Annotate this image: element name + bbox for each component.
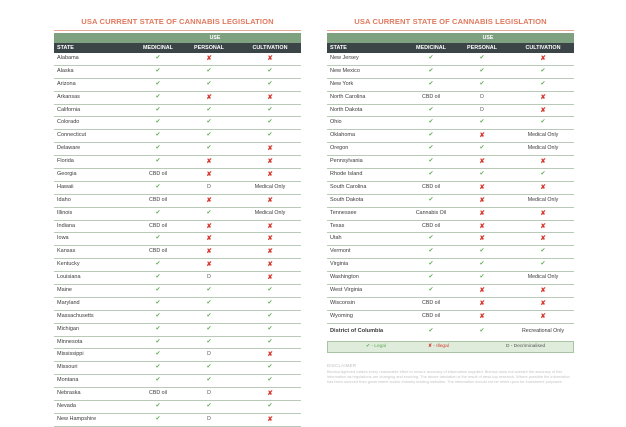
cell-personal: ✘ [479,132,485,140]
table-row [327,311,574,324]
cell-cultivation: ✘ [267,274,273,282]
cell-cultivation: ✔ [267,312,273,319]
table-row [54,337,301,350]
header-state: STATE [330,45,347,51]
cell-cultivation: ✘ [267,248,273,256]
table-row [327,182,574,195]
cell-cultivation: ✔ [267,119,273,126]
cell-personal: ✘ [206,171,212,179]
use-bar [54,33,301,43]
cell-cultivation: ✘ [540,312,546,320]
header-cultivation: CULTIVATION [252,45,288,51]
cell-personal: D [207,183,211,190]
cell-medicinal: ✔ [428,55,434,61]
cell-state: South Carolina [330,183,367,190]
cell-personal: ✔ [479,171,485,178]
cell-state: Arizona [57,80,76,87]
cell-state: Wyoming [330,312,353,319]
cell-personal: ✔ [206,80,212,87]
cell-state: Nevada [57,403,76,410]
use-label: USE [482,35,494,41]
cell-state: Kentucky [57,261,80,268]
table-row [54,401,301,414]
cell-cultivation: ✔ [267,80,273,87]
cell-medicinal: ✔ [155,415,161,422]
cell-state: Tennessee [330,209,357,216]
table-row [327,169,574,182]
cell-personal: D [480,106,484,113]
cell-state: North Dakota [330,106,363,113]
legend-legal: ✔ - Legal [366,343,387,349]
cell-medicinal: ✔ [155,93,161,100]
table-row [54,259,301,272]
cell-personal: ✘ [479,183,485,191]
table-row [327,208,574,221]
cell-personal: ✔ [479,248,485,255]
cell-cultivation: ✘ [267,222,273,230]
table-row [54,298,301,311]
cell-cultivation: Medical Only [254,209,286,216]
cell-cultivation: ✘ [267,390,273,398]
cell-personal: ✘ [479,312,485,320]
cell-medicinal: ✔ [428,248,434,255]
table-row [54,388,301,401]
table-row [54,272,301,285]
cell-state: New Hampshire [57,415,97,422]
cell-state: Virginia [330,261,349,268]
disclaimer-title: DISCLAIMER [327,362,357,368]
table-row [327,53,574,66]
cell-cultivation: ✘ [267,261,273,269]
table-row [327,221,574,234]
table-header [327,43,574,53]
cell-medicinal: ✔ [155,209,161,216]
cell-state: Colorado [57,119,80,126]
cell-personal: ✔ [479,261,485,268]
table-row [327,130,574,143]
cell-cultivation: ✔ [267,338,273,345]
cell-cultivation: ✔ [267,106,273,113]
cell-personal: ✘ [206,261,212,269]
table-row [54,195,301,208]
table-row [54,169,301,182]
cell-state: Louisiana [57,274,81,281]
table-row [327,143,574,156]
table-row [327,66,574,79]
cell-medicinal: CBD oil [149,248,167,255]
table-row [54,130,301,143]
cell-medicinal: ✔ [428,145,434,152]
cell-medicinal: ✔ [155,403,161,410]
cell-medicinal: ✔ [155,119,161,126]
cell-medicinal: ✔ [155,55,161,61]
cell-cultivation: ✘ [267,171,273,179]
cell-medicinal: ✔ [155,377,161,384]
cell-medicinal: ✔ [428,80,434,87]
cell-state: Rhode Island [330,171,363,178]
cell-cultivation: ✘ [267,415,273,423]
table-row [54,362,301,375]
cell-medicinal: ✔ [155,145,161,152]
cell-state: South Dakota [330,196,364,203]
cell-medicinal: ✔ [155,351,161,358]
table-row [54,92,301,105]
cell-state: Alabama [57,55,79,61]
table-row [54,66,301,79]
cell-personal: ✔ [206,377,212,384]
cell-cultivation: ✔ [540,80,546,87]
table-row [54,324,301,337]
cell-personal: ✔ [479,67,485,74]
cell-personal: ✔ [206,67,212,74]
table-row [327,285,574,298]
cell-personal: ✘ [206,93,212,101]
cell-state: Iowa [57,235,69,242]
cell-cultivation: ✔ [267,132,273,139]
cell-personal: ✘ [479,209,485,217]
cell-state: Pennsylvania [330,158,363,165]
cell-cultivation: ✔ [540,67,546,74]
header-personal: PERSONAL [467,45,497,51]
table-row [327,272,574,285]
header-state: STATE [57,45,74,51]
cell-personal: ✔ [206,287,212,294]
cell-cultivation: ✔ [540,119,546,126]
cell-personal: ✘ [206,235,212,243]
cell-personal: ✔ [206,325,212,332]
cell-cultivation: ✘ [540,93,546,101]
cell-state: Ohio [330,119,342,126]
cell-medicinal: CBD oil [422,93,440,100]
cell-personal: ✔ [206,312,212,319]
cell-personal: ✔ [479,274,485,281]
cell-cultivation: ✘ [267,55,273,62]
cell-cultivation: ✘ [267,158,273,166]
table-header [54,43,301,53]
cell-cultivation: ✔ [540,171,546,178]
cell-personal: ✔ [206,145,212,152]
cell-personal: ✘ [479,222,485,230]
cell-state: Maine [57,287,72,294]
table-row [327,233,574,246]
cell-state: Georgia [57,171,77,178]
table-row [54,143,301,156]
cell-personal: ✔ [479,80,485,87]
cell-medicinal: ✔ [155,235,161,242]
table-row [327,195,574,208]
cell-medicinal: CBD oil [422,183,440,190]
cell-cultivation: ✘ [540,55,546,62]
table-row [54,414,301,427]
cell-state: Vermont [330,248,351,255]
cell-cultivation: ✔ [267,403,273,410]
cell-medicinal: ✔ [155,364,161,371]
cell-medicinal: ✔ [155,183,161,190]
use-label: USE [209,35,221,41]
cell-personal: ✔ [479,145,485,152]
cell-personal: D [480,93,484,100]
cell-personal: ✘ [206,158,212,166]
cell-cultivation: ✔ [267,377,273,384]
table-row [54,156,301,169]
table-row [54,117,301,130]
cell-state: Utah [330,235,342,242]
cell-medicinal: ✔ [155,261,161,268]
cell-state: Nebraska [57,390,81,397]
table-row [54,208,301,221]
cell-state: New Mexico [330,67,360,74]
header-medicinal: MEDICINAL [416,45,446,51]
cell-cultivation: ✘ [540,299,546,307]
cell-state: Michigan [57,325,80,332]
cell-cultivation: ✔ [267,287,273,294]
table-row [54,221,301,234]
cell-state: Connecticut [57,132,87,139]
cell-cultivation: ✘ [267,351,273,359]
cell-personal: ✔ [206,338,212,345]
cell-cultivation: Medical Only [527,132,559,139]
cell-medicinal: ✔ [155,158,161,165]
table-row [327,298,574,311]
cell-state: Idaho [57,196,71,203]
cell-cultivation: ✘ [267,235,273,243]
header-medicinal: MEDICINAL [143,45,173,51]
cell-medicinal: ✔ [155,299,161,306]
header-personal: PERSONAL [194,45,224,51]
table-row [54,79,301,92]
cell-state: Washington [330,274,359,281]
cell-medicinal: CBD oil [422,222,440,229]
table-body [327,53,574,324]
cell-medicinal: Cannabis Oil [415,209,447,216]
cell-cultivation: ✔ [267,325,273,332]
cell-state: Mississippi [57,351,84,358]
cell-state: Illinois [57,209,73,216]
cell-cultivation: Medical Only [527,274,559,281]
cell-cultivation: Medical Only [527,196,559,203]
cell-medicinal: ✔ [155,338,161,345]
cell-state: Kansas [57,248,76,255]
table-row [327,246,574,259]
cell-state: Oregon [330,145,349,152]
cell-cultivation: ✘ [267,196,273,204]
table-row [54,285,301,298]
table-row [54,105,301,118]
cell-cultivation: ✘ [267,145,273,153]
table-title: USA CURRENT STATE OF CANNABIS LEGISLATION [327,14,574,31]
cell-cultivation: ✘ [540,235,546,243]
cell-cultivation: Medical Only [254,183,286,190]
table-row [327,92,574,105]
cell-personal: ✘ [479,235,485,243]
table-row [54,349,301,362]
cell-personal: ✔ [206,299,212,306]
cell-medicinal: ✔ [155,312,161,319]
cell-medicinal: ✔ [155,67,161,74]
cell-cultivation: Recreational Only [521,327,565,334]
use-bar [327,33,574,43]
cell-state: Oklahoma [330,132,356,139]
cell-medicinal: ✔ [155,287,161,294]
cell-personal: ✘ [206,222,212,230]
cell-personal: D [207,351,211,358]
cell-medicinal: ✔ [428,106,434,113]
cell-personal: ✘ [479,196,485,204]
cell-state: Florida [57,158,74,165]
cell-state: Alaska [57,67,74,74]
right-table-panel [327,14,574,384]
table-row [327,156,574,169]
cell-cultivation: ✘ [540,287,546,295]
cell-cultivation: Medical Only [527,145,559,152]
cell-personal: ✘ [479,287,485,295]
cell-personal: ✘ [206,55,212,62]
legend [327,341,574,353]
table-row [54,182,301,195]
cell-cultivation: ✘ [267,93,273,101]
cell-medicinal: ✔ [155,325,161,332]
table-row [54,246,301,259]
table-body [54,53,301,427]
cell-cultivation: ✘ [540,158,546,166]
cell-state: New York [330,80,354,87]
table-row-district-of-columbia [327,324,574,338]
cell-state: Texas [330,222,345,229]
cell-personal: ✘ [206,248,212,256]
cell-personal: ✘ [479,158,485,166]
cell-medicinal: ✔ [428,67,434,74]
cell-personal: ✔ [206,209,212,216]
cell-personal: ✔ [206,106,212,113]
cell-personal: ✘ [206,196,212,204]
cell-personal: D [207,390,211,397]
cell-state: Arkansas [57,93,80,100]
cell-medicinal: ✔ [428,196,434,203]
cell-state: Minnesota [57,338,83,345]
cell-state: Missouri [57,364,78,371]
legend-decriminalised: D - Decriminalised [506,343,546,349]
cell-cultivation: ✔ [267,299,273,306]
cell-state: New Jersey [330,55,359,61]
cell-medicinal: CBD oil [149,196,167,203]
cell-medicinal: ✔ [428,261,434,268]
table-row [327,79,574,92]
left-table-panel [54,14,301,427]
cell-cultivation: ✘ [540,222,546,230]
cell-personal: ✔ [479,327,485,334]
cell-personal: ✔ [206,132,212,139]
cell-medicinal: CBD oil [422,299,440,306]
cell-cultivation: ✘ [540,183,546,191]
cell-medicinal: ✔ [428,171,434,178]
table-row [327,117,574,130]
cell-personal: ✘ [479,299,485,307]
cell-medicinal: ✔ [428,235,434,242]
cell-medicinal: ✔ [155,106,161,113]
table-row [54,311,301,324]
cell-medicinal: ✔ [428,274,434,281]
cell-medicinal: CBD oil [149,222,167,229]
cell-cultivation: ✘ [540,106,546,114]
cell-medicinal: CBD oil [149,171,167,178]
cell-personal: ✔ [206,403,212,410]
cell-cultivation: ✘ [540,209,546,217]
table-row [327,259,574,272]
header-cultivation: CULTIVATION [525,45,561,51]
cell-medicinal: ✔ [155,274,161,281]
cell-state: Hawaii [57,183,74,190]
cell-cultivation: ✔ [267,364,273,371]
cell-personal: ✔ [479,55,485,61]
table-row [54,53,301,66]
cell-personal: ✔ [206,364,212,371]
table-row [327,105,574,118]
cell-state: Delaware [57,145,81,152]
cell-medicinal: ✔ [428,119,434,126]
cell-personal: ✔ [206,119,212,126]
cell-personal: D [207,274,211,281]
table-title: USA CURRENT STATE OF CANNABIS LEGISLATION [54,14,301,31]
cell-state: Massachusetts [57,312,94,319]
cell-cultivation: ✔ [540,248,546,255]
cell-state: District of Columbia [330,327,384,334]
cell-medicinal: ✔ [428,327,434,334]
cell-personal: ✔ [479,119,485,126]
cell-state: California [57,106,81,113]
legend-illegal: ✘ - Illegal [428,343,449,349]
disclaimer-text: Bionica Agrimed makes every reasonable effort to ensure accuracy of information supplied. Bionica does not warrant the accuracy of this information as regulations are changing and evolving. The above tabulation is the result of desk-top research. Where possible the information has been sourced from government and/or industry leading websites. The information should not be relied upon for investment purposes. [327,368,570,384]
cell-medicinal: ✔ [155,80,161,87]
cell-medicinal: ✔ [428,158,434,165]
cell-medicinal: CBD oil [149,390,167,397]
cell-state: North Carolina [330,93,366,100]
cell-cultivation: ✔ [267,67,273,74]
cell-cultivation: ✔ [540,261,546,268]
cell-state: West Virginia [330,287,363,294]
cell-medicinal: ✔ [428,132,434,139]
cell-medicinal: CBD oil [422,312,440,319]
cell-state: Maryland [57,299,80,306]
table-row [54,233,301,246]
cell-personal: D [207,415,211,422]
cell-state: Indiana [57,222,76,229]
cell-state: Montana [57,377,79,384]
table-row [54,375,301,388]
cell-state: Wisconsin [330,299,356,306]
cell-medicinal: ✔ [428,287,434,294]
cell-medicinal: ✔ [155,132,161,139]
